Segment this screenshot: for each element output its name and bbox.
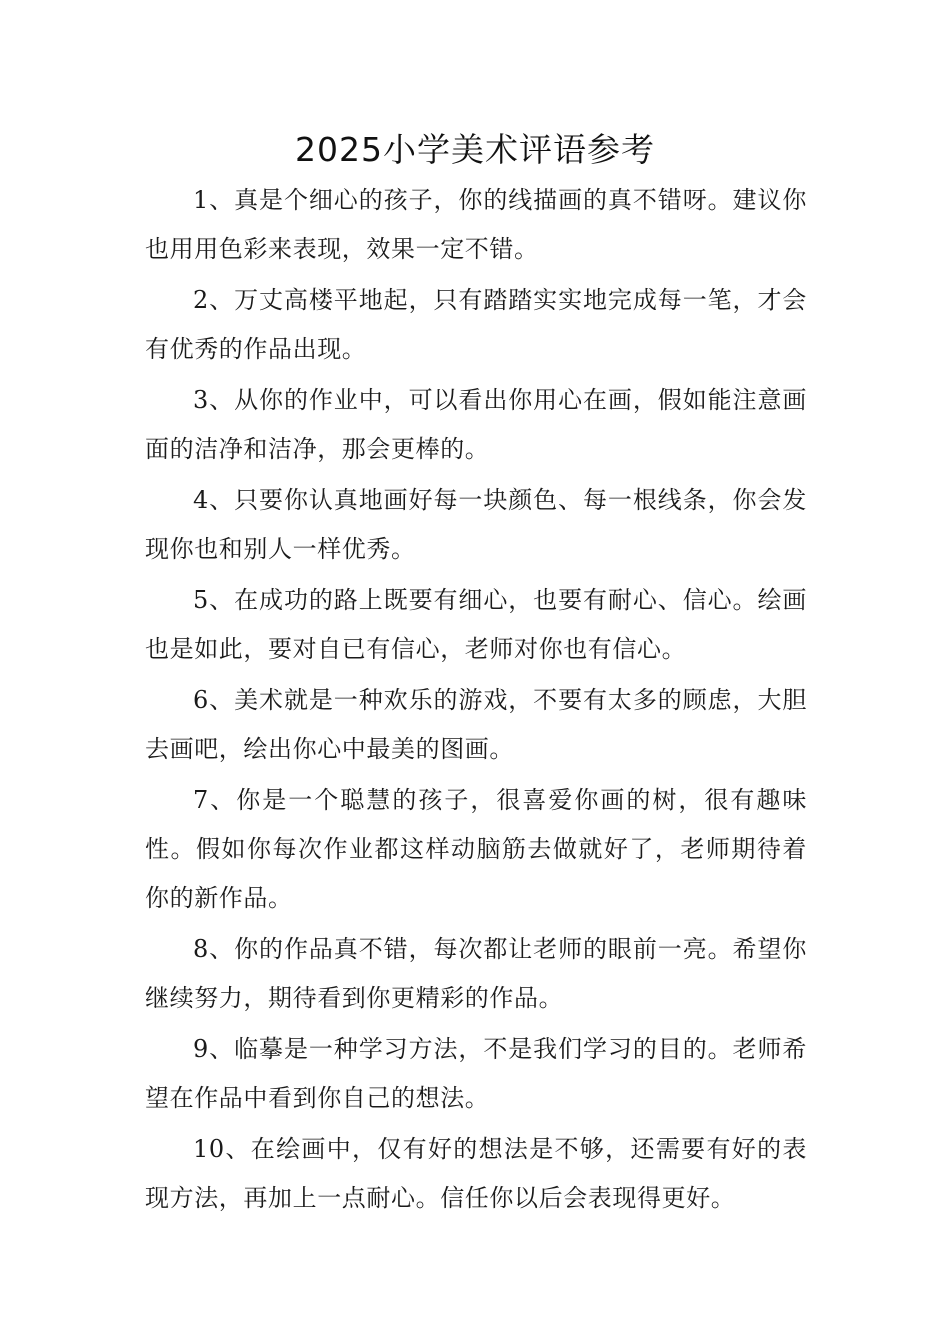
paragraph-2: 2、万丈高楼平地起，只有踏踏实实地完成每一笔，才会有优秀的作品出现。 — [145, 286, 807, 363]
paragraph-7: 7、你是一个聪慧的孩子，很喜爱你画的树，很有趣味性。假如你每次作业都这样动脑筋去做就好了，老师期待着你的新作品。 — [145, 786, 807, 912]
paragraph-9: 9、临摹是一种学习方法，不是我们学习的目的。老师希望在作品中看到你自己的想法。 — [145, 1035, 807, 1112]
document-title: 2025小学美术评语参考 — [295, 130, 655, 169]
paragraph-5: 5、在成功的路上既要有细心，也要有耐心、信心。绘画也是如此，要对自已有信心，老师对你也有信心。 — [145, 586, 807, 663]
paragraph-6: 6、美术就是一种欢乐的游戏，不要有太多的顾虑，大胆去画吧，绘出你心中最美的图画。 — [145, 686, 807, 763]
paragraph-4: 4、只要你认真地画好每一块颜色、每一根线条，你会发现你也和别人一样优秀。 — [145, 486, 807, 563]
paragraph-8: 8、你的作品真不错，每次都让老师的眼前一亮。希望你继续努力，期待看到你更精彩的作品。 — [145, 935, 807, 1012]
paragraph-3: 3、从你的作业中，可以看出你用心在画，假如能注意画面的洁净和洁净，那会更棒的。 — [145, 386, 807, 463]
paragraph-1: 1、真是个细心的孩子，你的线描画的真不错呀。建议你也用用色彩来表现，效果一定不错。 — [145, 186, 807, 263]
document-body — [145, 176, 807, 1225]
paragraph-10: 10、在绘画中，仅有好的想法是不够，还需要有好的表现方法，再加上一点耐心。信任你以后会表现得更好。 — [145, 1135, 807, 1212]
